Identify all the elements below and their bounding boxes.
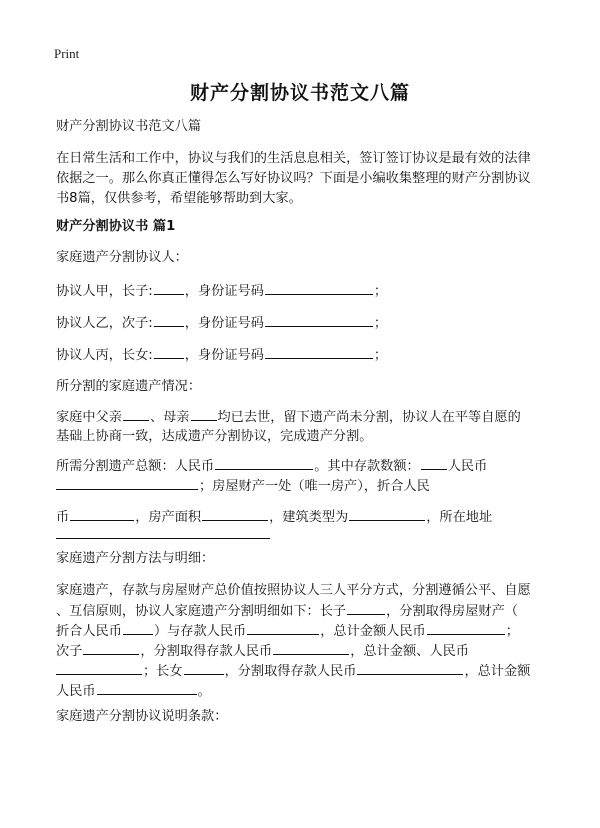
text: ，分割取得存款人民币: [140, 644, 273, 659]
daughter-deposit-blank: [357, 660, 463, 675]
total-line-2: [56, 475, 430, 498]
parties-intro: 家庭遗产分割协议人：: [56, 250, 188, 265]
area-blank: [202, 506, 268, 521]
party-role: 协议人乙，次子:: [56, 316, 153, 331]
intro-line-1: 在日常生活和工作中，协议与我们的生活息息相关，签订签订协议是最有效的法律: [56, 151, 531, 166]
text: ，总计金额人民币: [320, 624, 426, 639]
party-row: [56, 312, 387, 335]
text: 均已去世，留下遗产尚未分割，协议人在平等自愿的: [217, 410, 521, 425]
method-line-1: 家庭遗产，存款与房屋财产总价值按照协议人三人平分方式，分割遵循公平、自愿: [56, 583, 531, 598]
party-row: [56, 280, 387, 303]
print-link[interactable]: Print: [54, 46, 80, 61]
text: ，总计金额: [464, 664, 531, 679]
id-blank: [265, 344, 373, 359]
text: 所需分割遗产总额：人民币: [56, 459, 215, 474]
house-share-blank: [123, 620, 153, 635]
method-line-6: [56, 680, 211, 703]
text: ，分割取得房屋财产（: [386, 604, 518, 619]
eldest-son-blank: [347, 600, 385, 615]
text: ，分割取得存款人民币: [224, 664, 357, 679]
second-deposit-blank: [273, 640, 349, 655]
party-row: [56, 344, 387, 367]
text: ，所在地址: [426, 510, 493, 525]
eldest-daughter-blank: [184, 660, 224, 675]
document-title: 财产分割协议书范文八篇: [189, 82, 410, 104]
building-type-blank: [349, 506, 425, 521]
deposit-amount-blank: [56, 475, 198, 490]
second-total-blank: [56, 660, 142, 675]
line-end: ；: [373, 284, 388, 299]
text: 币: [56, 510, 70, 525]
house-value-blank: [70, 506, 134, 521]
text: 人民币: [447, 459, 488, 474]
id-label: ，身份证号码: [184, 284, 264, 299]
text: 、母亲: [149, 410, 190, 425]
name-blank: [154, 312, 184, 327]
text: ；长女: [143, 664, 183, 679]
notes-label: 家庭遗产分割协议说明条款：: [56, 709, 228, 724]
id-label: ，身份证号码: [184, 316, 264, 331]
party-role: 协议人丙，长女:: [56, 348, 153, 363]
text: ；: [505, 624, 519, 639]
mother-blank: [191, 406, 217, 421]
id-blank: [265, 280, 373, 295]
address-blank: [56, 524, 270, 539]
text: ，房产面积: [135, 510, 202, 525]
text: 。: [197, 684, 211, 699]
line-end: ；: [373, 316, 388, 331]
text: 。其中存款数额：: [314, 459, 420, 474]
section-heading: 财产分割协议书 篇1: [56, 219, 176, 234]
situation-label: 所分割的家庭遗产情况：: [56, 379, 202, 394]
text: 家庭中父亲: [56, 410, 122, 425]
text: ）与存款人民币: [153, 624, 247, 639]
eldest-total-blank: [427, 620, 505, 635]
total-blank: [215, 455, 313, 470]
text: 人民币: [56, 684, 96, 699]
text: ；房屋财产一处（唯一房产），折合人民: [199, 479, 430, 494]
id-blank: [265, 312, 373, 327]
line-end: ；: [373, 348, 388, 363]
text: ，建筑类型为: [269, 510, 349, 525]
deposit-blank: [421, 455, 447, 470]
method-label: 家庭遗产分割方法与明细：: [56, 551, 215, 566]
id-label: ，身份证号码: [184, 348, 264, 363]
text: 次子: [56, 644, 83, 659]
name-blank: [154, 280, 184, 295]
intro-line-2: 依据之一。那么你真正懂得怎么写好协议吗？下面是小编收集整理的财产分割协议: [56, 171, 531, 186]
document-subtitle: 财产分割协议书范文八篇: [56, 119, 202, 134]
second-son-blank: [83, 640, 139, 655]
text: 、互信原则，协议人家庭遗产分割明细如下：长子: [56, 604, 347, 619]
situation-line-2: 基础上协商一致，达成遗产分割协议，完成遗产分割。: [56, 429, 373, 444]
intro-line-3: 书8篇，仅供参考，希望能够帮助到大家。: [56, 191, 302, 206]
text: ，总计金额、人民币: [350, 644, 469, 659]
party-role: 协议人甲，长子:: [56, 284, 153, 299]
father-blank: [123, 406, 149, 421]
deposit-share-blank: [247, 620, 319, 635]
name-blank: [154, 344, 184, 359]
total-line-4: [56, 524, 271, 547]
daughter-total-blank: [97, 680, 197, 695]
text: 折合人民币: [56, 624, 122, 639]
